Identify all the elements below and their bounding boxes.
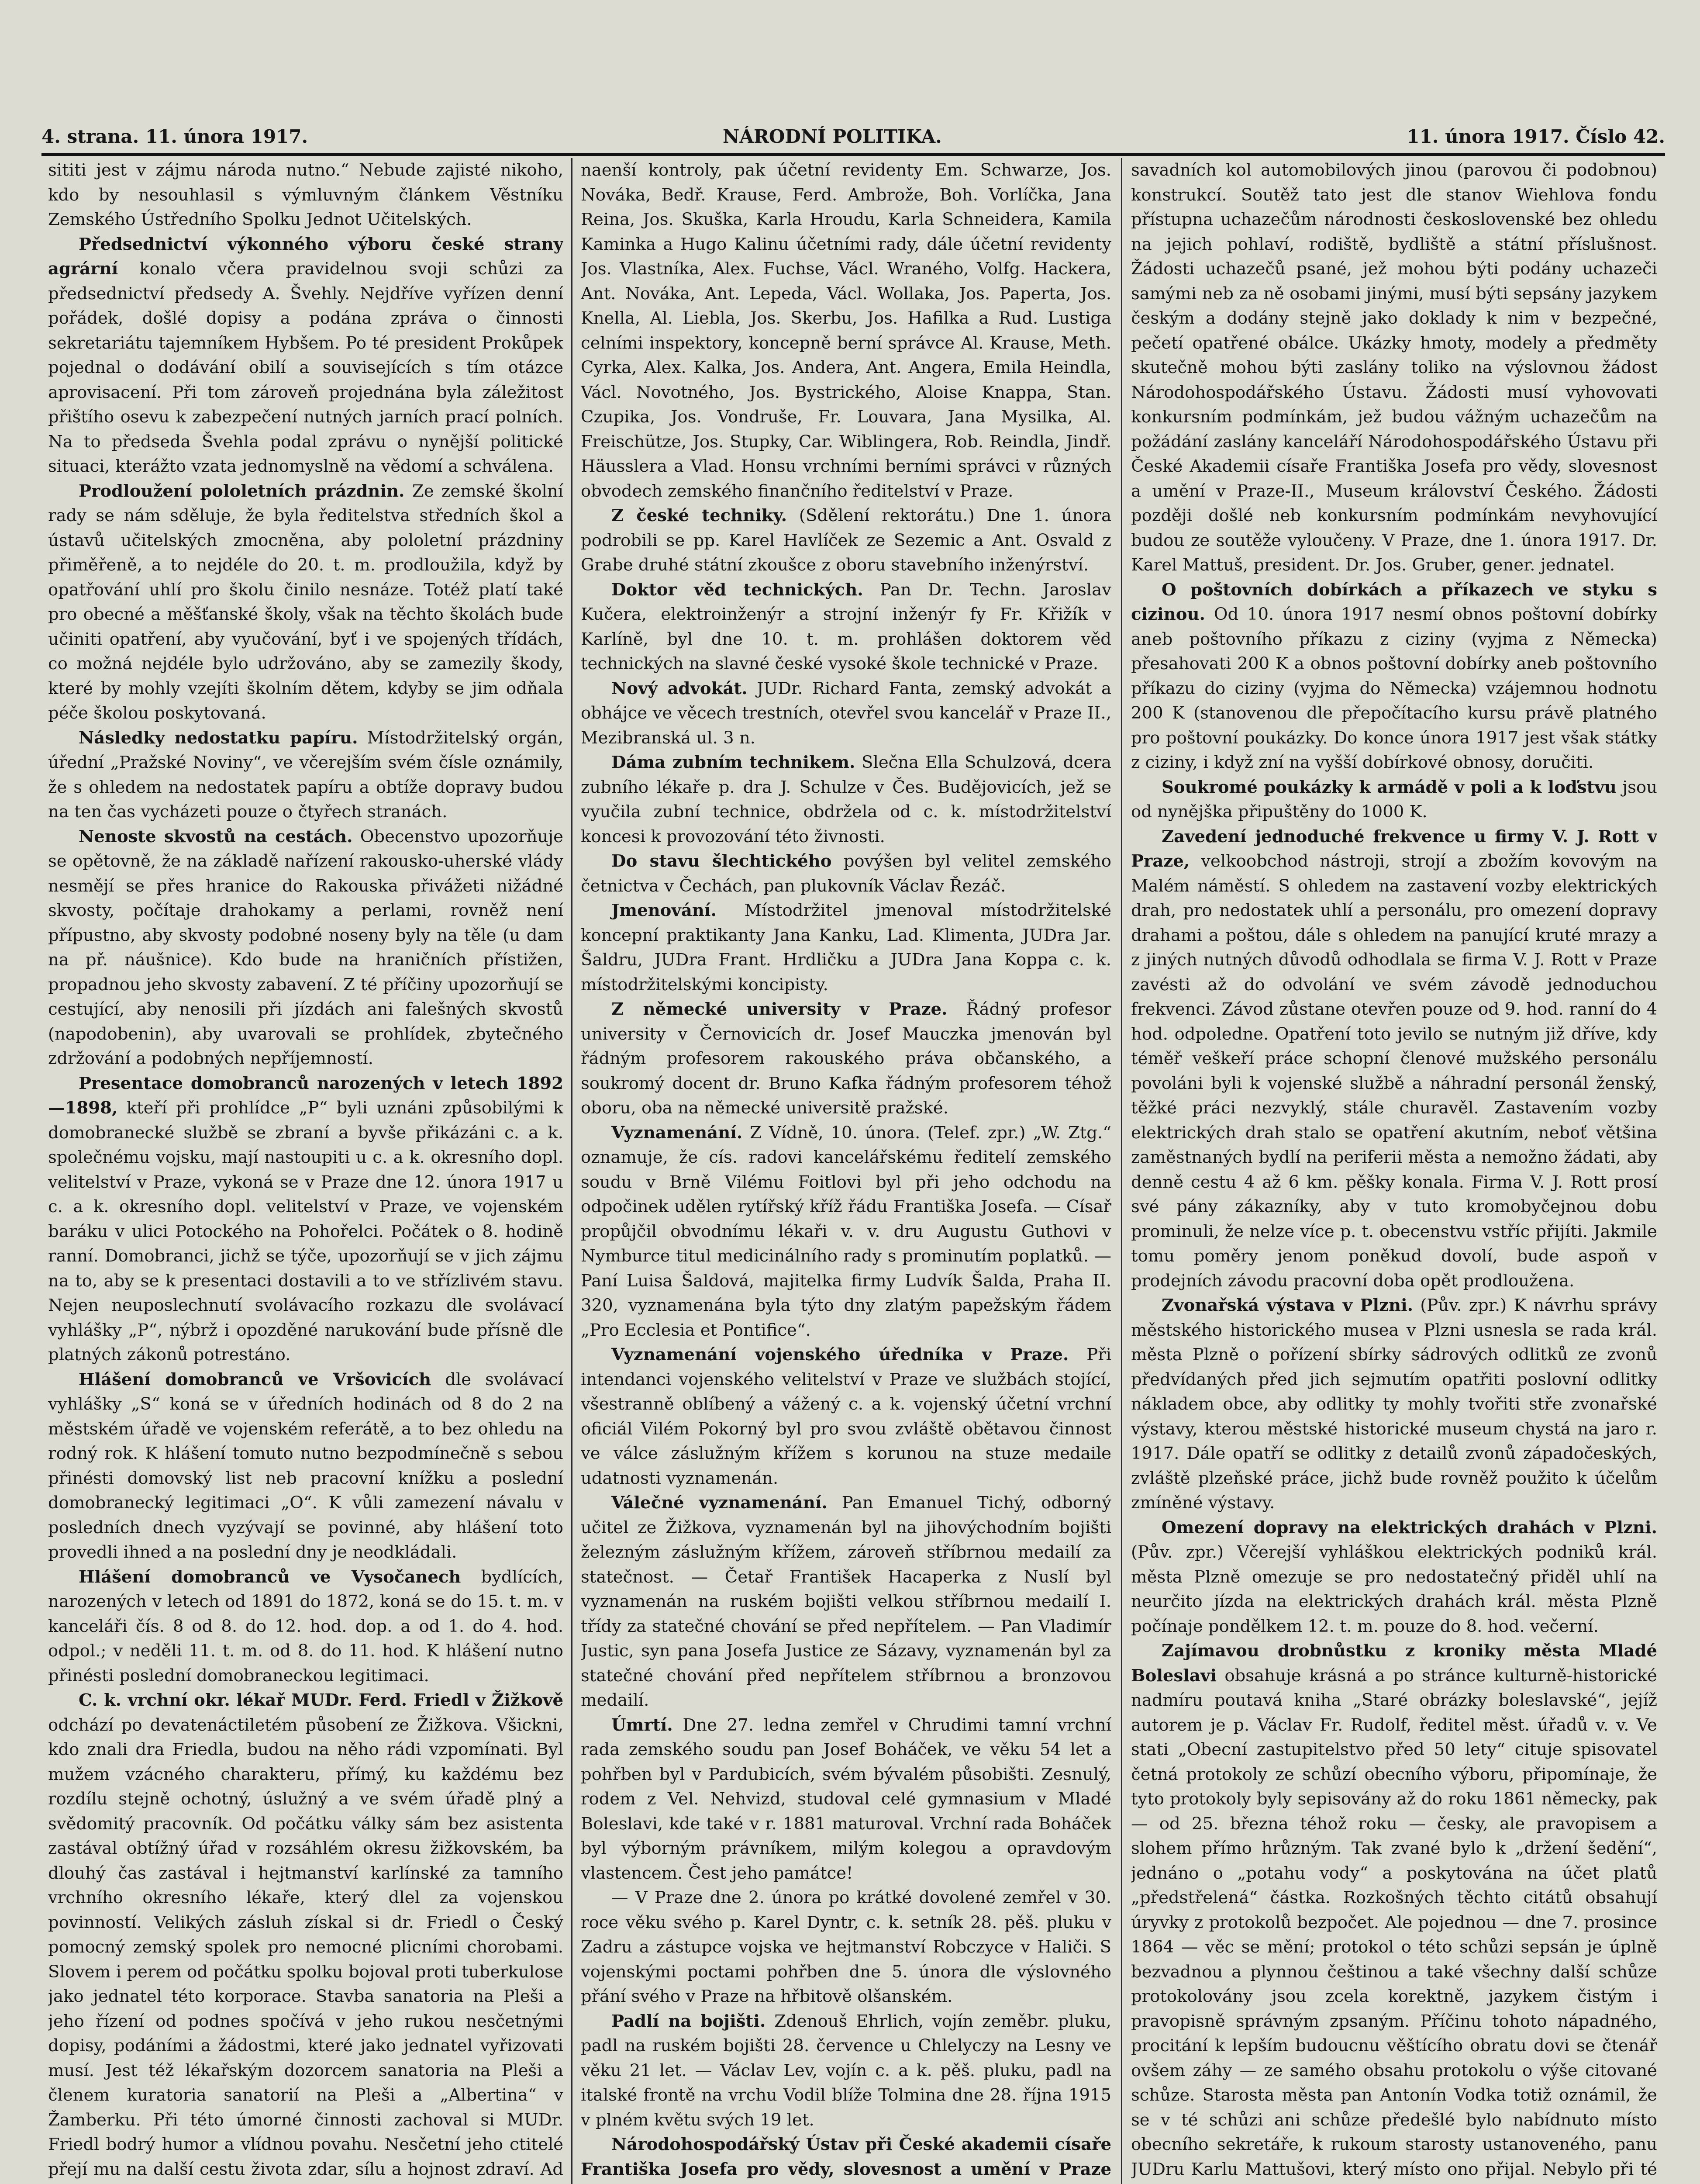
article-text: Pan Dr. Techn. Jaroslav Kučera, elektroinženýr a strojní inženýr fy Fr. Křižík v Karlíně, byl dne 10. t. m. prohlášen doktorem věd technických na slavné české vysoké škole technické v Praze. [581,580,1111,674]
article-text: (Sdělení rektorátu.) Dne 1. února podrobili se pp. Karel Havlíček ze Sezemic a Ant. Osvald z Grabe druhé státní zkoušce z oboru stavebního inženýrství. [581,506,1111,575]
article-headline: Do stavu šlechtického [611,851,832,871]
article-headline: Následky nedostatku papíru. [79,728,358,748]
column-1 [48,158,563,2184]
article-paragraph [581,1121,1111,1343]
article-text: sititi jest v zájmu národa nutno.“ Nebude zajisté nikoho, kdo by nesouhlasil s výmluvným článkem Věstníku Zemského Ústředního Spolku Jednot Učitelských. [48,160,563,229]
article-text: Slečna Ella Schulzová, dcera zubního lékaře p. dra J. Schulze v Čes. Budějovicích, jež se vyučila zubní technice, obdržela od c. k. místodržitelství koncesi k provozování této živnosti. [581,753,1111,847]
article-paragraph [581,504,1111,578]
article-headline: Válečné vyznamenání. [611,1493,828,1513]
article-paragraph [581,1886,1111,2009]
article-headline: Soukromé poukázky k armádě v poli a k loďstvu [1162,777,1617,797]
article-headline: Zajímavou drobnůstku z kroniky města Mladé Boleslavi [1131,1641,1657,1686]
article-paragraph [581,750,1111,849]
article-text: JUDr. Richard Fanta, zemský advokát a obhájce ve věcech trestních, otevřel svou kancelář v Praze II., Mezibranská ul. 3 n. [581,678,1111,748]
article-headline: Z české techniky. [611,506,787,525]
article-headline: Dáma zubním technikem. [611,753,855,772]
article-text: Obecenstvo upozorňuje se opětovně, že na základě nařízení rakousko-uherské vlády nesmějí se přes hranice do Rakouska přivážeti nižádné skvosty, počítaje drahokamy a perlami, rovněž není přípustno, aby skvosty podobné noseny byly na těle (u dam na př. náušnice). Kdo bude na hraničních přístižen, propadnou jeho skvosty zabavení. Z té příčiny upozorňují se cestující, aby nenosili při jízdách ani falešných skvostů (napodobenin), aby uvarovali se prohlídek, zbytečného zdržování a podobných nepříjemností. [48,826,563,1068]
article-headline: Předsednictví výkonného výboru české strany agrární [48,234,563,279]
article-text: Při intendanci vojenského velitelství v Praze ve službách stojící, všestranně oblíbený a vážený c. a k. vojenský účetní vrchní oficiál Vilém Pokorný byl pro svou zvláště obětavou činnost ve válce záslužným křížem s korunou na stuze medaile udatnosti vyznamenán. [581,1345,1111,1488]
article-text: Řádný profesor university v Černovicích dr. Josef Mauczka jmenován byl řádným profesorem rakouského práva občanského, a soukromý docent dr. Bruno Kafka řádným profesorem téhož oboru, oba na německé universitě pražské. [581,999,1111,1118]
article-headline: Vyznamenání. [611,1123,743,1143]
article-headline: Hlášení domobranců ve Vršovicích [79,1369,431,1389]
article-text: dle svolávací vyhlášky „S“ koná se v úředních hodinách od 8 do 2 na městském úřadě ve vojenském referátě, a to bez ohledu na rodný rok. K hlášení tomuto nutno bezpodmínečně s sebou přinésti domovský list neb pracovní knížku a poslední domobranecký legitimaci „O“. K vůli zamezení návalu v posledních dnech vyzývají se povinné, aby hlášení toto provedli ihned a na poslední dny je neodkládali. [48,1369,563,1562]
article-paragraph [581,2132,1111,2184]
article-text: Zdenouš Ehrlich, vojín zeměbr. pluku, padl na ruském bojišti 28. července u Chlelyczy na Lesny ve věku 21 let. — Václav Lev, vojín c. a k. pěš. pluku, padl na italské frontě na vrchu Vodil blíže Tolmina dne 28. října 1915 v plném květu svých 19 let. [581,2011,1111,2130]
article-paragraph [48,825,563,1071]
article-text: (Pův. zpr.) Včerejší vyhláškou elektrických podniků král. města Plzně omezuje se pro nedostatečný přiděl uhlí na neurčito jízda na elektrických drahách král. města Plzně počínaje pondělkem 12. t. m. pouze do 8. hod. večerní. [1131,1542,1657,1636]
article-paragraph [581,997,1111,1121]
article-paragraph [1131,158,1657,578]
article-headline: Národohospodářský Ústav při České akademii císaře Františka Josefa pro vědy, slovesnost a umění v Praze [581,2135,1111,2179]
article-paragraph [581,677,1111,751]
article-text: povýšen byl velitel zemského četnictva v Čechách, pan plukovník Václav Řezáč. [581,851,1111,896]
article-paragraph [581,1491,1111,1713]
article-headline: Doktor věd technických. [611,580,863,600]
article-text: kteří při prohlídce „P“ byli uznáni způsobilými k domobranecké službě se zbraní a byvše přikázáni c. a k. společnému vojsku, mají nastoupiti u c. a k. okresního dopl. velitelství v Praze, vykoná se v Praze dne 12. února 1917 u c. a k. okresního dopl. velitelství v Praze, ve vojenském baráku v ulici Potockého na Pohořelci. Počátek o 8. hodině ranní. Domobranci, jichž se týče, upozorňují se v jich zájmu na to, aby se k presentaci dostavili a to ve střízlivém stavu. Nejen neuposlechnutí svolávacího rozkazu dle svolávací vyhlášky „P“, nýbrž i opozděné narukování bude přísně dle platných zákonů potrestáno. [48,1098,563,1365]
article-text: jsou od nynějška připuštěny do 1000 K. [1131,777,1657,822]
article-headline: C. k. vrchní okr. lékař MUDr. Ferd. Friedl v Žižkově [79,1690,563,1710]
article-text: naenší kontroly, pak účetní revidenty Em. Schwarze, Jos. Nováka, Bedř. Krause, Ferd. Ambrože, Boh. Vorlíčka, Jana Reina, Jos. Skuška, Karla Hroudu, Karla Schneidera, Kamila Kaminka a Hugo Kalinu účetními rady, dále účetní revidenty Jos. Vlastníka, Alex. Fuchse, Václ. Wraného, Volfg. Hackera, Ant. Nováka, Ant. Lepeda, Václ. Wollaka, Jos. Paperta, Jos. Knella, Al. Liebla, Jos. Skerbu, Jos. Hafilka a Rud. Lustiga celními inspektory, koncepně berní správce Al. Krause, Meth. Cyrka, Alex. Kalka, Jos. Andera, Ant. Angera, Emila Heindla, Václ. Novotného, Jos. Bystrického, Aloise Knappa, Stan. Czupika, Jos. Vondruše, Fr. Louvara, Jana Mysilka, Al. Freischütze, Jos. Stupky, Car. Wiblingera, Rob. Reindla, Jindř. Häusslera a Vlad. Honsu vrchními berními správci v různých obvodech zemského finančního ředitelství v Praze. [581,160,1111,501]
article-text: velkoobchod nástroji, strojí a zbožím kovovým na Malém náměstí. S ohledem na zastavení vozby elektrických drah, pro nedostatek uhlí a personálu, pro omezení dopravy drahami a poštou, dále s ohledem na panující kruté mrazy a z jiných nutných důvodů odhodlala se firma V. J. Rott v Praze zavésti až do odvolání ve svém závodě jednoduchou frekvenci. Závod zůstane otevřen pouze od 9. hod. ranní do 4 hod. odpoledne. Opatření toto jevilo se nutným již dříve, kdy téměř veškeří práce schopní členové mužského personálu povoláni byli k vojenské službě a náhradní personál ženský, těžké práci nezvyklý, stále churavěl. Zastavením vozby elektrických drah stalo se opatření akutním, neboť většina zaměstnaných bydlí na periferii města a nemožno žádati, aby denně cestu 4 až 6 km. pěšky konala. Firma V. J. Rott prosí své pány zákazníky, aby v tuto kromobyčejnou dobu prominuli, že nelze více p. t. obecenstvu vstříc přijíti. Jakmile tomu poměry jenom poněkud dovolí, bude aspoň v prodejních závodu pracovní doba opět prodloužena. [1131,851,1657,1291]
column-divider [1121,158,1122,2184]
article-headline: O poštovních dobírkách a příkazech ve styku s cizinou. [1131,580,1657,624]
article-paragraph [1131,775,1657,825]
column-divider [571,158,572,2184]
article-headline: Presentace domobranců narozených v letech 1892—1898, [48,1073,563,1118]
article-text: obsahuje krásná a po stránce kulturně-historické nadmíru poutavá kniha „Staré obrázky boleslavské“, jejíž autorem je p. Václav Fr. Rudolf, ředitel měst. úřadů v. v. Ve stati „Obecní zastupitelstvo před 50 lety“ cituje spisovatel četná protokoly ze schůzí obecního výboru, připomínaje, že tyto protokoly byly sepisovány až do roku 1861 německy, pak — od 25. března téhož roku — česky, ale pravopisem a slohem přímo hrůzným. Tak zvané bylo k „držení šedění“, jednáno o „potahu vody“ a poskytována na účet platů „předstřelená“ částka. Rozkošných těchto citátů obsahují úryvky z protokolů bezpočet. Ale pojednou — dne 7. prosince 1864 — věc se mění; protokol o této schůzi sepsán je úplně bezvadnou a plynnou češtinou a také všechny další schůze protokolovány jsou zcela korektně, jazykem čistým i pravopisně správným zpsaným. Příčinu tohoto nápadného, procitání k lepším budoucnu věštícího obratu dovi se čtenář ovšem záhy — ze samého obsahu protokolu o výše citované schůze. Starosta města pan Antonín Vodka totiž oznámil, že se v té schůzi ani schůze předešlé bylo nabídnuto místo obecního sekretáře, k rukoum starosty ustanoveného, panu JUDru Karlu Mattušovi, který místo ono přijal. Nebylo při té [1131,1666,1657,2179]
article-headline: Padlí na bojišti. [611,2011,766,2031]
article-text: — V Praze dne 2. února po krátké dovolené zemřel v 30. roce věku svého p. Karel Dyntr, c. k. setník 28. pěš. pluku v Zadru a zástupce vojska ve hejtmanství Robczyce v Haliči. S vojenskými poctami pohřben dne 5. února dle výslovného přání svého v Praze na hřbitově olšanském. [581,1888,1111,2006]
article-paragraph [1131,578,1657,775]
article-text: odchází po devatenáctiletém působení ze Žižkova. Všickni, kdo znali dra Friedla, budou na něho rádi vzpomínati. Byl mužem vzácného charakteru, přímý, ku každému bez rozdílu stejně ochotný, úslužný a ve svém úřadě plný a svědomitý pracovník. Od počátku války sám bez asistenta zastával obtížný úřad v rozsáhlém okresu žižkovském, ba dlouhý čas zastával i hejtmanství karlínské za tamního vrchního okresního lékaře, který dlel za vojenskou povinností. Velikých zásluh získal si dr. Friedl o Český pomocný zemský spolek pro nemocné plicními chorobami. Slovem i perem od počátku spolku bojoval proti tuberkulose jako jednatel této korporace. Stavba sanatoria na Pleši a jeho řízení od podnes spočívá v jeho rukou nesčetnými dopisy, podáními a žádostmi, které jako jednatel vyřizovati musí. Jest též lékařským dozorcem sanatoria na Pleši a členem kuratoria sanatorií na Pleši a „Albertina“ v Žamberku. Při této úmorné činnosti zachoval si MUDr. Friedl bodrý humor a vlídnou povahu. Nesčetní jeho ctitelé přejí mu na další cestu života zdar, sílu a hojnost zdraví. Ad [48,1715,563,2179]
column-2 [581,158,1111,2184]
article-text: konalo včera pravidelnou svoji schůzi za předsednictví předsedy A. Švehly. Nejdříve vyřízen denní pořádek, došlé dopisy a podána zpráva o činnosti sekretariátu tajemníkem Hybšem. Po té president Prokůpek pojednal o dodávání obilí a souvisejících s tím otázce aprovisacení. Při tom zároveň projednána byla záležitost přištího osevu k zabezpečení nutných jarních prací polních. Na to předseda Švehla podal zprávu o nynější politické situaci, kterážto vzata jednomyslně na vědomí a schválena. [48,259,563,476]
article-paragraph [581,158,1111,504]
page-header [41,122,1665,156]
article-paragraph [581,1713,1111,1886]
article-paragraph [48,1688,563,2184]
article-paragraph [48,232,563,479]
article-headline: Omezení dopravy na elektrických drahách v Plzni. [1162,1517,1657,1538]
article-headline: Nový advokát. [611,678,748,698]
article-text: Od 10. února 1917 nesmí obnos poštovní dobírky aneb poštovního příkazu z ciziny (vyjma z Německa) přesahovati 200 K a obnos poštovní dobírky aneb poštovního příkazu do ciziny (vyjma do Německa) vzájemnou hodnotu 200 K (stanovenou dle přepočítacího kursu právě platného pro poštovní poukázky. Do konce února 1917 jest však státky z ciziny, i když zní na vyšší dobírkové obnosy, doručiti. [1131,605,1657,772]
article-paragraph [48,1368,563,1565]
article-headline: Zavedení jednoduché frekvence u firmy V. J. Rott v Praze, [1131,826,1657,871]
article-headline: Zvonařská výstava v Plzni. [1162,1296,1414,1315]
article-text: Ze zemské školní rady se nám sděluje, že byla ředitelstva středních škol a ústavů učitelských zmocněna, aby pololetní prázdniny přiměřeně, a to nejdéle do 20. t. m. prodloužila, když by opatřování uhlí pro školu činilo nesnáze. Totéž platí také pro obecné a měšťanské školy, však na těchto školách bude učiniti opatření, aby vyučování, byť i ve spojených třídách, co možná nejdéle bylo udržováno, aby se zamezily škody, které by mohly vzejíti školním dětem, kdyby se jim odňala péče školou poskytovaná. [48,481,563,723]
article-paragraph [581,2009,1111,2133]
article-paragraph [48,1565,563,1689]
article-text: Z Vídně, 10. února. (Telef. zpr.) „W. Ztg.“ oznamuje, že cís. radovi kancelářskému ředitelí zemského soudu v Brně Vilému Foitlovi byl při jeho odchodu na odpočinek udělen rytířský kříž řádu Františka Josefa. — Císař propůjčil obvodnímu lékaři v. v. dru Augustu Guthovi v Nymburce titul medicinálního rady s prominutím poplatků. — Paní Luisa Šaldová, majitelka firmy Ludvík Šalda, Praha II. 320, vyznamenána byla týto dny zlatým papežským řádem „Pro Ecclesia et Pontifice“. [581,1123,1111,1340]
article-paragraph [1131,1293,1657,1516]
article-headline: Prodloužení pololetních prázdnin. [79,481,405,501]
article-headline: Hlášení domobranců ve Vysočanech [79,1567,461,1587]
article-paragraph [581,898,1111,997]
article-text: bydlících, narozených v letech od 1891 do 1872, koná se do 15. t. m. v kanceláři čís. 8 od 8. do 12. hod. dop. a od 1. do 4. hod. odpol.; v neděli 11. t. m. od 8. do 11. hod. K hlášení nutno přinésti poslední domobraneckou legitimaci. [48,1567,563,1686]
article-paragraph [1131,1516,1657,1639]
article-text: savadních kol automobilových jinou (parovou či podobnou) konstrukcí. Soutěž tato jest dle stanov Wiehlova fondu přístupna uchazečům národnosti československé bez ohledu na jejich pohlaví, rodiště, bydliště a státní příslušnost. Žádosti uchazečů psané, jež mohou býti podány uchazeči samými neb za ně osobami jinými, musí býti sepsány jazykem českým a dodány stejně jako doklady k nim v bezpečné, pečetí opatřené obálce. Ukázky hmoty, modely a předměty skutečně mohou býti zaslány toliko na výslovnou žádost Národohospodářského Ústavu. Žádosti musí vyhovovati konkursním podmínkám, jež budou vážným uchazečům na požádání zaslány kanceláří Národohospodářského Ústavu při České Akademii císaře Františka Josefa pro vědy, slovesnost a umění v Praze-II., Museum království Českého. Žádosti později došlé neb konkursním podmínkám nevyhovující budou ze soutěže vyloučeny. V Praze, dne 1. února 1917. Dr. Karel Mattuš, president. Dr. Jos. Gruber, gener. jednatel. [1131,160,1657,575]
article-paragraph [48,1071,563,1368]
article-headline: Úmrtí. [611,1715,673,1735]
article-text: Místodržitelský orgán, úřední „Pražské Noviny“, ve včerejším svém čísle oznámily, že s ohledem na nedostatek papíru a obtíže dopravy budou na ten čas vycházeti pouze o čtyřech stranách. [48,728,563,822]
header-right: 11. února 1917. Číslo 42. [1407,126,1665,147]
article-paragraph [48,479,563,726]
article-paragraph [1131,1639,1657,2184]
article-headline: Vyznamenání vojenského úředníka v Praze. [611,1345,1069,1365]
article-text: Dne 27. ledna zemřel v Chrudimi tamní vrchní rada zemského soudu pan Josef Boháček, ve věku 54 let a pohřben byl v Pardubicích, svém bývalém působišti. Zesnulý, rodem z Vel. Nehvizd, studoval celé gymnasium v Mladé Boleslavi, kde také v r. 1881 maturoval. Vrchní rada Boháček byl výborným právníkem, milým kolegou a opravdovým vlastencem. Čest jeho památce! [581,1715,1111,1883]
article-headline: Z německé university v Praze. [611,999,948,1019]
article-text: Místodržitel jmenoval místodržitelské koncepní praktikanty Jana Kanku, Lad. Klimenta, JUDra Jar. Šaldru, JUDra Frant. Hrdličku a JUDra Jana Koppa c. k. místodržitelskými koncipisty. [581,901,1111,995]
article-paragraph [581,1343,1111,1491]
article-text: Pan Emanuel Tichý, odborný učitel ze Žižkova, vyznamenán byl na jihovýchodním bojišti železným záslužným křížem, zároveň stříbrnou medailí za statečnost. — Četař František Hacaperka z Nuslí byl vyznamenán na ruském bojišti velkou stříbrnou medailí I. třídy za statečné chování se před nepřítelem. — Pan Vladimír Justic, syn pana Josefa Justice ze Sázavy, vyznamenán byl za statečné chování před nepřítelem stříbrnou a bronzovou medailí. [581,1493,1111,1710]
article-paragraph [48,726,563,825]
article-paragraph [1131,825,1657,1294]
article-headline: Jmenování. [611,901,717,920]
article-paragraph [581,849,1111,898]
header-masthead: NÁRODNÍ POLITIKA. [723,126,942,147]
article-text: (Pův. zpr.) K návrhu správy městského historického musea v Plzni usnesla se rada král. města Plzně o pořízení sbírky sádrových odlitků ze zvonů předvídaných před jich sejmutím opatřiti poslovní odlitky nákladem obce, aby odlitky ty mohly tvořiti stře zvonařské výstavy, kterou městské historické museum chystá na jaro r. 1917. Dále opatří se odlitky z detailů zvonů západočeských, zvláště plzeňské práce, jichž bude rovněž použito k účelům zmíněné výstavy. [1131,1296,1657,1513]
article-paragraph [48,158,563,232]
article-paragraph [581,578,1111,677]
header-left: 4. strana. 11. února 1917. [41,126,308,147]
column-3 [1131,158,1657,2184]
article-headline: Nenoste skvostů na cestách. [79,826,353,847]
